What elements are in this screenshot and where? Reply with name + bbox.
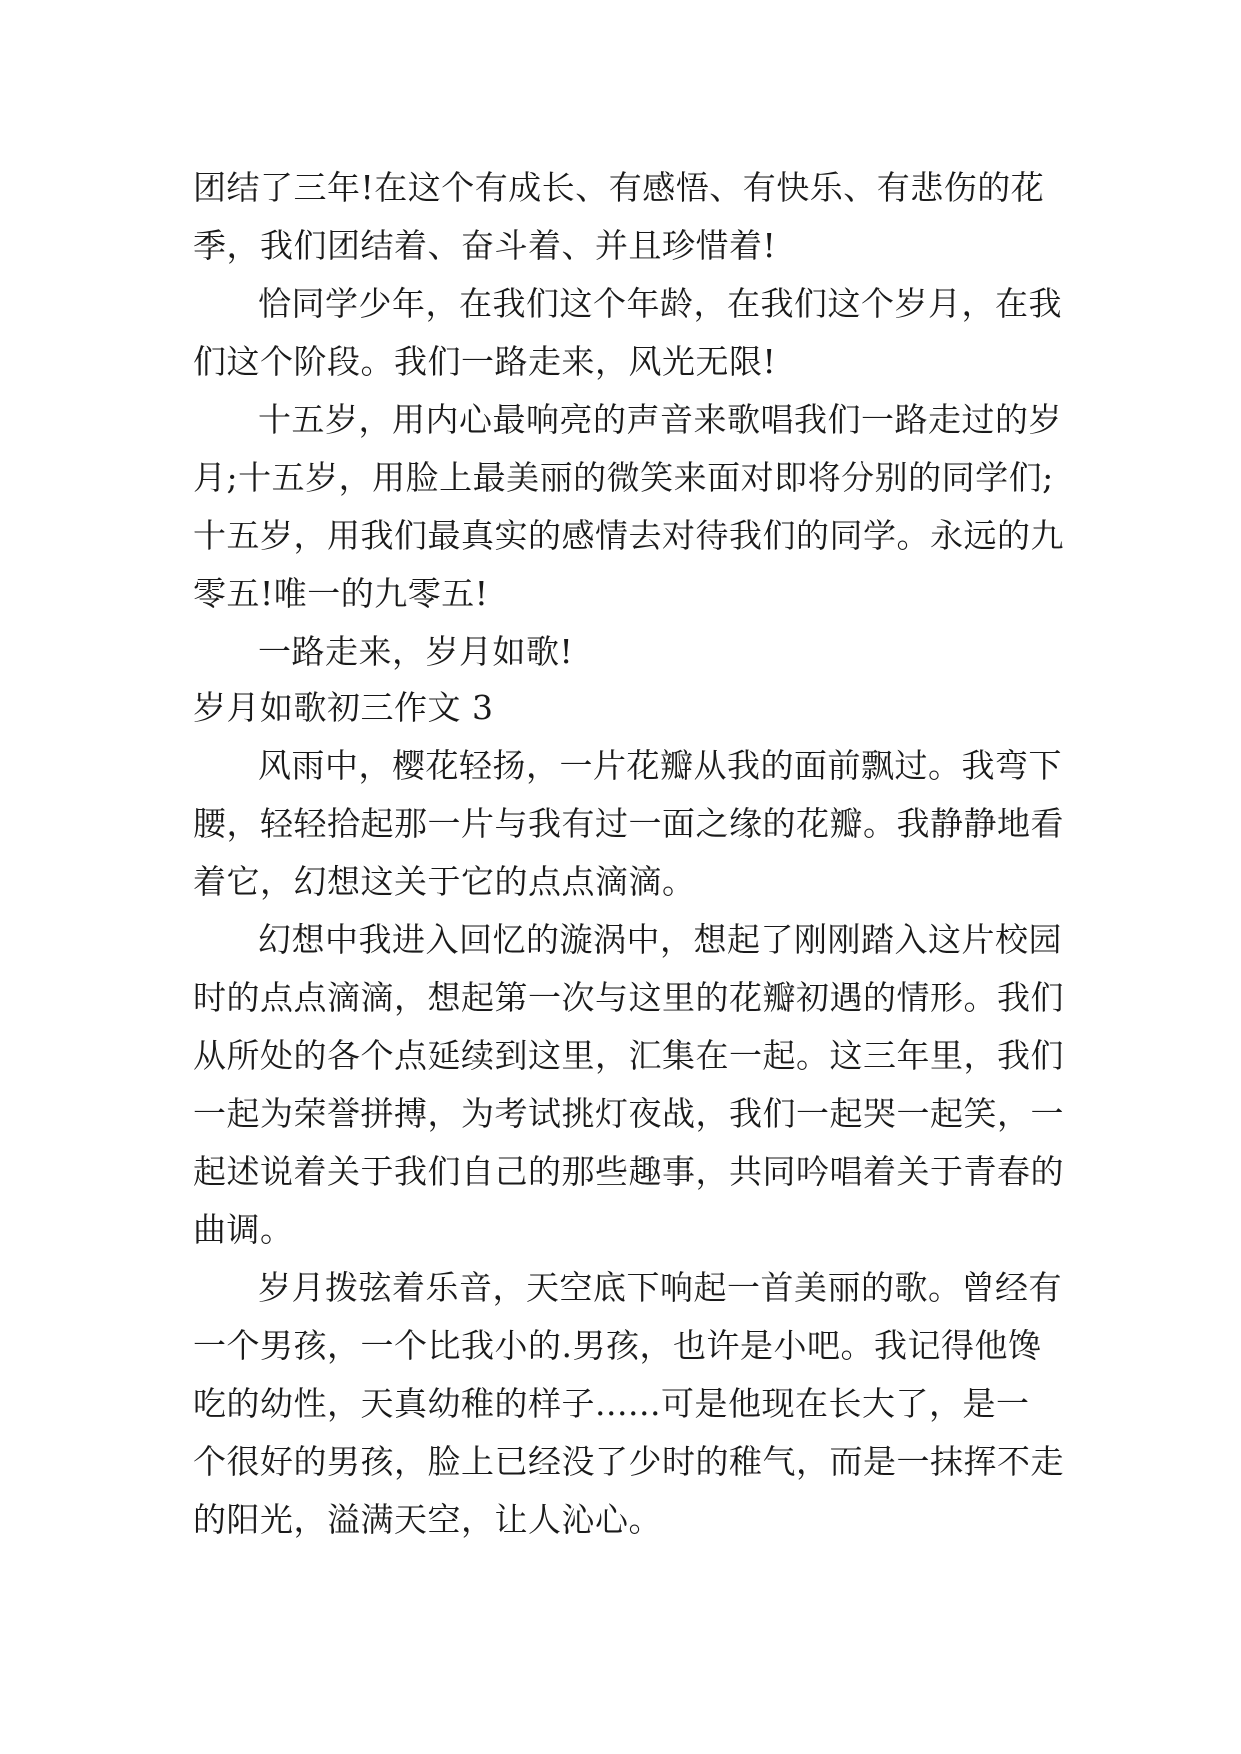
text-line: 着它，幻想这关于它的点点滴滴。 <box>193 862 696 901</box>
paragraph-start-line: 岁月拨弦着乐音，天空底下响起一首美丽的歌。曾经有 <box>258 1268 1062 1307</box>
text-line: 个很好的男孩，脸上已经没了少时的稚气，而是一抹挥不走 <box>193 1442 1064 1481</box>
text-line: 腰，轻轻拾起那一片与我有过一面之缘的花瓣。我静静地看 <box>193 804 1064 843</box>
text-line: 们这个阶段。我们一路走来，风光无限! <box>193 342 777 381</box>
text-line: 季，我们团结着、奋斗着、并且珍惜着! <box>193 226 777 265</box>
text-line: 时的点点滴滴，想起第一次与这里的花瓣初遇的情形。我们 <box>193 978 1064 1017</box>
text-line: 一个男孩，一个比我小的.男孩，也许是小吧。我记得他馋 <box>193 1326 1042 1365</box>
text-line: 曲调。 <box>193 1210 294 1249</box>
paragraph-start-line: 风雨中，樱花轻扬，一片花瓣从我的面前飘过。我弯下 <box>258 746 1062 785</box>
text-line: 一起为荣誉拼搏，为考试挑灯夜战，我们一起哭一起笑，一 <box>193 1094 1064 1133</box>
text-line: 起述说着关于我们自己的那些趣事，共同吟唱着关于青春的 <box>193 1152 1064 1191</box>
text-line: 的阳光，溢满天空，让人沁心。 <box>193 1500 662 1539</box>
paragraph-start-line: 一路走来，岁月如歌! <box>258 632 574 671</box>
paragraph-start-line: 幻想中我进入回忆的漩涡中，想起了刚刚踏入这片校园 <box>258 920 1062 959</box>
paragraph-start-line: 恰同学少年，在我们这个年龄，在我们这个岁月，在我 <box>258 284 1062 323</box>
paragraph-start-line: 十五岁，用内心最响亮的声音来歌唱我们一路走过的岁 <box>258 400 1062 439</box>
text-line: 吃的幼性，天真幼稚的样子......可是他现在长大了，是一 <box>193 1384 1030 1423</box>
text-line: 十五岁，用我们最真实的感情去对待我们的同学。永远的九 <box>193 516 1064 555</box>
text-line: 从所处的各个点延续到这里，汇集在一起。这三年里，我们 <box>193 1036 1064 1075</box>
text-line: 团结了三年!在这个有成长、有感悟、有快乐、有悲伤的花 <box>193 168 1045 207</box>
section-heading: 岁月如歌初三作文 3 <box>193 688 494 727</box>
text-line: 零五!唯一的九零五! <box>193 574 489 613</box>
text-line: 月;十五岁，用脸上最美丽的微笑来面对即将分别的同学们; <box>193 458 1054 497</box>
